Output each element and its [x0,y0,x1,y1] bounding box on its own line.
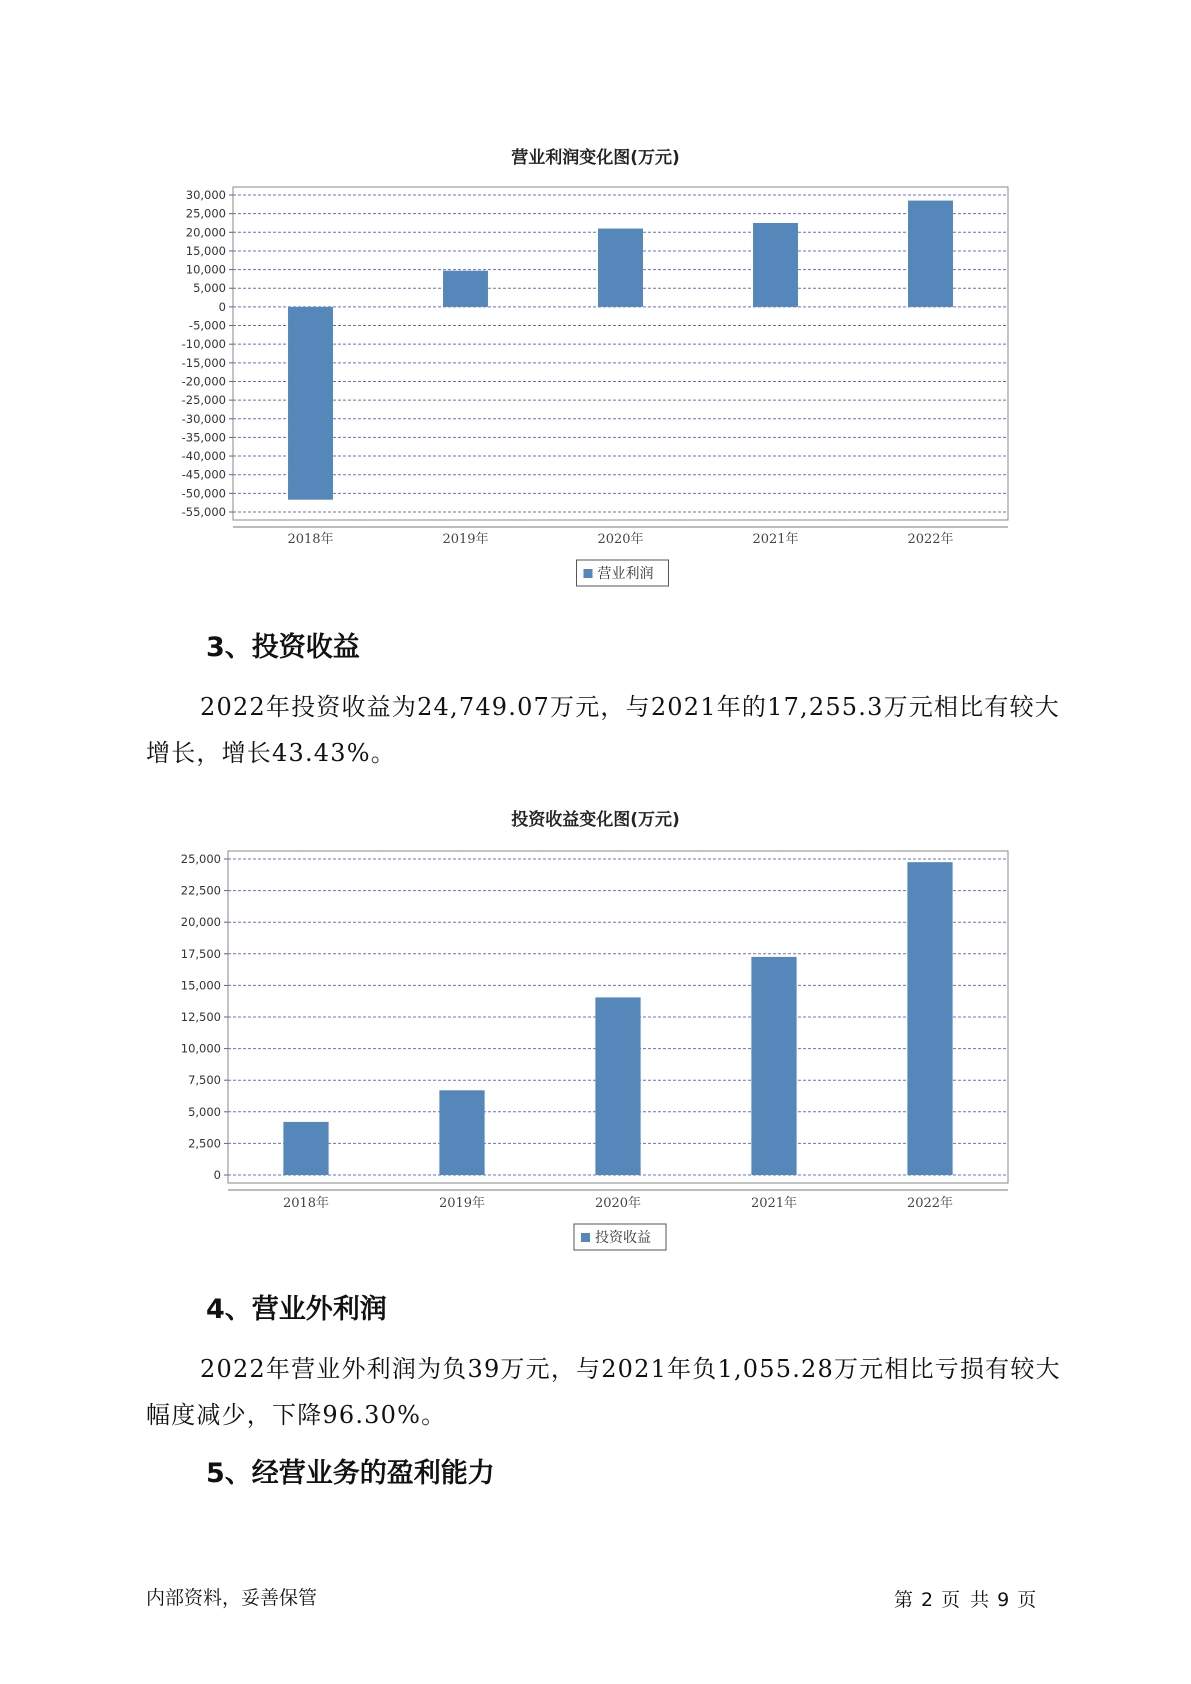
bar [908,201,953,307]
bar [751,957,796,1175]
section-3-heading: 3、投资收益 [206,632,360,663]
y-tick-label: 10,000 [185,262,226,277]
page-mid: 页 共 [941,1589,990,1611]
x-tick-label: 2022年 [906,1196,954,1211]
y-tick-label: 22,500 [180,883,221,898]
bar [439,1090,484,1175]
x-tick-label: 2020年 [594,1196,642,1211]
legend-swatch [584,569,593,578]
section-4-heading: 4、营业外利润 [206,1294,387,1325]
y-tick-label: 5,000 [188,1104,221,1119]
y-tick-label: 7,500 [188,1073,221,1088]
bar [443,271,488,307]
y-tick-label: 2,500 [188,1136,221,1151]
legend-swatch [581,1233,590,1242]
y-tick-label: -30,000 [181,411,226,426]
y-tick-label: -5,000 [188,318,226,333]
footer-confidential-note: 内部资料，妥善保管 [146,1587,318,1609]
x-tick-label: 2019年 [438,1196,486,1211]
bar [907,862,952,1175]
x-tick-label: 2022年 [907,532,954,547]
y-tick-label: 5,000 [193,281,226,296]
operating-profit-chart [0,170,1191,590]
y-tick-label: 20,000 [180,915,221,930]
y-tick-label: -10,000 [181,337,226,352]
chart2-title: 投资收益变化图(万元) [511,810,680,830]
y-tick-label: 12,500 [180,1010,221,1024]
x-tick-label: 2021年 [752,532,799,547]
y-tick-label: -50,000 [181,486,226,501]
section-3-paragraph [146,684,1061,776]
section-4-paragraph [146,1346,1061,1438]
y-tick-label: 0 [218,299,226,314]
bar [598,229,643,307]
y-tick-label: 20,000 [185,225,226,240]
x-tick-label: 2021年 [750,1196,798,1211]
bar [595,997,640,1175]
chart1-title: 营业利润变化图(万元) [511,148,680,168]
footer-page-indicator [890,1585,1040,1612]
y-tick-label: -55,000 [181,505,226,519]
y-tick-label: 15,000 [185,243,226,258]
page-prefix: 第 [894,1589,914,1611]
x-tick-label: 2020年 [597,532,644,547]
total-pages: 9 [997,1589,1010,1611]
y-tick-label: 25,000 [185,206,226,221]
section-5-heading: 5、经营业务的盈利能力 [206,1458,495,1489]
y-tick-label: -15,000 [181,355,226,370]
y-tick-label: -20,000 [181,374,226,389]
x-tick-label: 2018年 [282,1196,330,1211]
investment-income-chart [0,835,1191,1255]
section-3-text: 2022年投资收益为24,749.07万元，与2021年的17,255.3万元相比有较大增长，增长43.43%。 [146,693,1060,767]
page-number: 2 [921,1589,934,1611]
y-tick-label: -45,000 [181,467,226,482]
page-suffix: 页 [1017,1589,1037,1611]
x-tick-label: 2019年 [442,532,489,547]
y-tick-label: -25,000 [181,393,226,408]
y-tick-label: 25,000 [180,852,221,866]
y-tick-label: 15,000 [180,978,221,993]
y-tick-label: -40,000 [181,449,226,464]
y-tick-label: 0 [213,1168,221,1182]
bar [288,307,333,500]
x-tick-label: 2018年 [287,532,334,547]
y-tick-label: 30,000 [185,188,226,202]
legend-label: 营业利润 [597,566,654,582]
y-tick-label: 17,500 [180,946,221,961]
legend-label: 投资收益 [595,1230,651,1246]
y-tick-label: -35,000 [181,430,226,445]
y-tick-label: 10,000 [180,1041,221,1056]
bar [753,223,798,307]
bar [283,1122,328,1175]
section-4-text: 2022年营业外利润为负39万元，与2021年负1,055.28万元相比亏损有较大幅度减少，下降96.30%。 [146,1355,1061,1429]
